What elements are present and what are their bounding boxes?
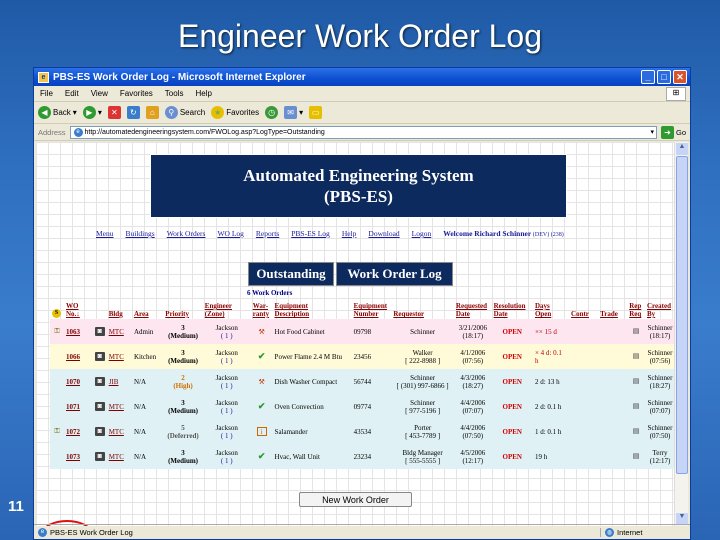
requested-date-cell: 4/3/2006 (18:27) [454, 369, 492, 394]
wo-number-link[interactable]: 1072 [66, 427, 80, 436]
forward-button[interactable]: ▶ ▾ [83, 106, 102, 119]
resolution-status: OPEN [492, 344, 533, 369]
col-rep-req[interactable]: Rep Req [629, 302, 642, 318]
address-dropdown-icon[interactable]: ▾ [650, 129, 654, 136]
created-by-cell: Terry (12:17) [645, 444, 675, 469]
days-open-cell: × 4 d: 0.1 h [533, 344, 569, 369]
contr-cell [569, 394, 598, 419]
engineer-cell: Jackson ( 1 ) [203, 319, 251, 344]
building-link[interactable]: MTC [108, 352, 124, 361]
mail-button[interactable]: ✉ ▾ [284, 106, 303, 119]
scroll-down-icon[interactable]: ▼ [676, 513, 688, 525]
building-link[interactable]: MTC [108, 452, 124, 461]
engineer-cell: Jackson ( 1 ) [203, 419, 251, 444]
requested-date-cell: 4/1/2006 (07:56) [454, 344, 492, 369]
warranty-cell [251, 444, 273, 469]
nav-menu[interactable]: Menu [96, 229, 114, 238]
address-bar [34, 124, 690, 141]
priority-cell: 3 (Medium) [163, 394, 202, 419]
col-requestor[interactable]: Requestor [393, 310, 425, 318]
contr-cell [569, 444, 598, 469]
menu-view[interactable]: View [90, 89, 108, 98]
col-resolution-date[interactable]: Resolution Date [493, 302, 526, 318]
scroll-up-icon[interactable]: ▲ [676, 143, 688, 155]
banner: Automated Engineering System (PBS-ES) [150, 154, 567, 218]
wo-number-link[interactable]: 1070 [66, 377, 80, 386]
wo-number-link[interactable]: 1073 [66, 452, 80, 461]
equipment-description-cell: Hvac, Wall Unit [273, 444, 352, 469]
area-cell: N/A [132, 394, 163, 419]
report-icon[interactable]: ▤ [632, 402, 640, 410]
toolbar [34, 102, 690, 124]
home-icon: ⌂ [146, 106, 159, 119]
resolution-status: OPEN [492, 319, 533, 344]
equipment-number-cell: 09798 [352, 319, 392, 344]
camera-icon[interactable]: ◙ [95, 402, 105, 411]
priority-cell: 5 (Deferred) [163, 419, 202, 444]
col-engineer[interactable]: Engineer (Zone) [204, 302, 233, 318]
trade-cell [598, 344, 627, 369]
requestor-cell: Schinner [ 977-5196 ] [391, 394, 454, 419]
camera-icon[interactable]: ◙ [95, 427, 105, 436]
wo-number-link[interactable]: 1071 [66, 402, 80, 411]
menu-bar [34, 86, 690, 102]
history-icon: ◷ [265, 106, 278, 119]
table-row [50, 394, 675, 419]
equipment-description-cell: Hot Food Cabinet [273, 319, 352, 344]
warranty-cell [251, 419, 273, 444]
star-icon: ★ [211, 106, 224, 119]
wo-number-link[interactable]: 1066 [66, 352, 80, 361]
trade-cell [598, 319, 627, 344]
menu-help[interactable]: Help [195, 89, 212, 98]
equipment-number-cell: 23456 [352, 344, 392, 369]
menu-edit[interactable]: Edit [64, 89, 79, 98]
menu-file[interactable]: File [40, 89, 53, 98]
warranty-tool-icon: ⚒ [258, 377, 265, 386]
nav-buildings[interactable]: Buildings [125, 229, 155, 238]
col-days-open[interactable]: Days Open [534, 302, 552, 318]
warranty-cell [251, 319, 273, 344]
header-outstanding: Outstanding [248, 262, 334, 286]
nav-wo-log[interactable]: WO Log [217, 229, 244, 238]
created-by-cell: Schinner (18:17) [645, 319, 675, 344]
days-open-cell: 19 h [533, 444, 569, 469]
work-order-table [50, 301, 675, 469]
table-header-row [50, 301, 675, 319]
area-cell: N/A [132, 369, 163, 394]
priority-cell: 2 (High) [163, 369, 202, 394]
created-by-cell: Schinner (18:27) [645, 369, 675, 394]
folder-icon: ▭ [309, 106, 322, 119]
page-icon: e [74, 128, 83, 137]
resolution-status: OPEN [492, 369, 533, 394]
maximize-button[interactable]: □ [657, 70, 671, 84]
key-icon: ⚿ [54, 327, 60, 335]
camera-icon[interactable]: ◙ [95, 452, 105, 461]
created-by-cell: Schinner (07:50) [645, 419, 675, 444]
table-row [50, 444, 675, 469]
warranty-check-icon: ✔ [257, 351, 266, 361]
globe-icon: ◍ [606, 529, 613, 536]
window-titlebar [34, 68, 690, 86]
menu-favorites[interactable]: Favorites [119, 89, 153, 98]
address-input[interactable]: e http://automatedengineeringsystem.com/FWOLog.asp?LogType=Outstanding ▾ [70, 126, 657, 139]
nav-logon[interactable]: Logon [411, 229, 432, 238]
legend-icon: S [52, 309, 61, 318]
search-icon: ⚲ [165, 106, 178, 119]
requestor-cell: Schinner [391, 319, 454, 344]
col-contr[interactable]: Contr [571, 310, 589, 318]
report-icon[interactable]: ▤ [632, 452, 640, 460]
history-button[interactable] [265, 106, 278, 119]
camera-icon[interactable]: ◙ [95, 352, 105, 361]
created-by-cell: Schinner (07:56) [645, 344, 675, 369]
work-order-count: 6 Work Orders [247, 289, 293, 297]
back-arrow-icon: ◀ [38, 106, 51, 119]
engineer-cell: Jackson ( 1 ) [203, 444, 251, 469]
refresh-icon: ↻ [127, 106, 140, 119]
folder-button[interactable] [309, 106, 322, 119]
warranty-check-icon: ✔ [257, 451, 266, 461]
report-icon[interactable]: ▤ [632, 352, 640, 360]
warranty-tool-icon: ⚒ [258, 327, 265, 336]
nav-links [96, 229, 564, 238]
table-row [50, 369, 675, 394]
forward-arrow-icon: ▶ [83, 106, 96, 119]
requested-date-cell: 4/4/2006 (07:07) [454, 394, 492, 419]
refresh-button[interactable] [127, 106, 140, 119]
col-trade[interactable]: Trade [600, 310, 618, 318]
report-icon[interactable]: ▤ [632, 427, 640, 435]
requested-date-cell: 4/5/2006 (12:17) [454, 444, 492, 469]
nav-reports[interactable]: Reports [255, 229, 280, 238]
col-requested-date[interactable]: Requested Date [455, 302, 488, 318]
stop-icon: ✕ [108, 106, 121, 119]
close-button[interactable]: ✕ [673, 70, 687, 84]
building-link[interactable]: MTC [108, 327, 124, 336]
page-status-icon: e [38, 528, 47, 537]
status-bar: e PBS-ES Work Order Log ◍ Internet [34, 524, 690, 539]
vertical-scrollbar[interactable] [674, 142, 688, 526]
requested-date-cell: 4/4/2006 (07:50) [454, 419, 492, 444]
engineer-cell: Jackson ( 1 ) [203, 369, 251, 394]
priority-cell: 3 (Medium) [163, 344, 202, 369]
window-title: PBS-ES Work Order Log - Microsoft Internet Explorer [53, 71, 306, 83]
requestor-cell: Schinner [ (301) 997-6866 ] [391, 369, 454, 394]
equipment-description-cell: Oven Convection [273, 394, 352, 419]
days-open-cell: 2 d: 13 h [533, 369, 569, 394]
nav-work-orders[interactable]: Work Orders [166, 229, 206, 238]
contr-cell [569, 344, 598, 369]
browser-window [33, 67, 691, 540]
col-bldg[interactable]: Bldg [108, 310, 123, 318]
resolution-status: OPEN [492, 444, 533, 469]
header-work-order-log: Work Order Log [336, 262, 453, 286]
trade-cell [598, 444, 627, 469]
days-open-cell: 2 d: 0.1 h [533, 394, 569, 419]
area-cell: Kitchen [132, 344, 163, 369]
col-equipment-description[interactable]: Equipment Description [274, 302, 310, 318]
created-by-cell: Schinner (07:07) [645, 394, 675, 419]
equipment-number-cell: 56744 [352, 369, 392, 394]
warranty-cell [251, 369, 273, 394]
report-icon[interactable]: ▤ [632, 377, 640, 385]
security-zone: ◍ Internet [600, 528, 690, 537]
key-icon: ⚿ [54, 427, 60, 435]
priority-cell: 3 (Medium) [163, 319, 202, 344]
favorites-button[interactable]: ★ Favorites [211, 106, 259, 119]
address-label: Address [38, 127, 66, 137]
equipment-number-cell: 23234 [352, 444, 392, 469]
col-area[interactable]: Area [133, 310, 149, 318]
new-work-order-button[interactable]: New Work Order [299, 492, 412, 507]
camera-icon[interactable]: ◙ [95, 377, 105, 386]
go-button[interactable]: ➜ Go [661, 126, 690, 139]
wo-number-link[interactable]: 1063 [66, 327, 80, 336]
welcome-text: Welcome Richard Schinner (DEV) (238) [443, 229, 564, 238]
page-content [36, 142, 676, 526]
table-row [50, 419, 675, 444]
equipment-description-cell: Power Flame 2.4 M Btu [273, 344, 352, 369]
menu-tools[interactable]: Tools [164, 89, 184, 98]
minimize-button[interactable]: _ [641, 70, 655, 84]
table-row [50, 319, 675, 344]
table-row [50, 344, 675, 369]
requestor-cell: Porter [ 453-7789 ] [391, 419, 454, 444]
slide-title: Engineer Work Order Log [177, 18, 543, 54]
resolution-status: OPEN [492, 394, 533, 419]
building-link[interactable]: JIB [108, 377, 119, 386]
equipment-number-cell: 09774 [352, 394, 392, 419]
warranty-cell [251, 394, 273, 419]
equipment-description-cell: Salamander [273, 419, 352, 444]
trade-cell [598, 394, 627, 419]
nav-pbs-es-log[interactable]: PBS-ES Log [291, 229, 330, 238]
requestor-cell: Bldg Manager [ 555-5555 ] [391, 444, 454, 469]
days-open-cell: ×× 15 d [533, 319, 569, 344]
area-cell: N/A [132, 419, 163, 444]
back-button[interactable]: ◀ Back ▾ [38, 106, 77, 119]
building-link[interactable]: MTC [108, 427, 124, 436]
col-wo-no[interactable]: WO No.↓ [66, 302, 80, 318]
priority-cell: 3 (Medium) [163, 444, 202, 469]
nav-download[interactable]: Download [368, 229, 400, 238]
equipment-number-cell: 43534 [352, 419, 392, 444]
slide-number: 11 [8, 498, 24, 515]
windows-logo-icon: ⊞ [666, 87, 686, 101]
requested-date-cell: 3/21/2006 (18:17) [454, 319, 492, 344]
scroll-thumb[interactable] [676, 156, 688, 474]
search-button[interactable]: ⚲ Search [165, 106, 205, 119]
trade-cell [598, 369, 627, 394]
col-equipment-number[interactable]: Equipment Number [353, 302, 388, 318]
engineer-cell: Jackson ( 1 ) [203, 344, 251, 369]
ie-app-icon: e [38, 72, 49, 83]
contr-cell [569, 319, 598, 344]
col-warranty[interactable]: War- ranty [252, 302, 270, 318]
camera-icon[interactable]: ◙ [95, 327, 105, 336]
report-icon[interactable]: ▤ [632, 327, 640, 335]
home-button[interactable] [146, 106, 159, 119]
requestor-cell: Walker [ 222-8988 ] [391, 344, 454, 369]
col-created-by[interactable]: Created By [647, 302, 671, 318]
contr-cell [569, 369, 598, 394]
warranty-info-icon: i [257, 427, 267, 436]
go-arrow-icon: ➜ [661, 126, 674, 139]
building-link[interactable]: MTC [108, 402, 124, 411]
area-cell: N/A [132, 444, 163, 469]
area-cell: Admin [132, 319, 163, 344]
equipment-description-cell: Dish Washer Compact [273, 369, 352, 394]
trade-cell [598, 419, 627, 444]
warranty-check-icon: ✔ [257, 401, 266, 411]
contr-cell [569, 419, 598, 444]
warranty-cell [251, 344, 273, 369]
nav-help[interactable]: Help [341, 229, 357, 238]
engineer-cell: Jackson ( 1 ) [203, 394, 251, 419]
mail-icon: ✉ [284, 106, 297, 119]
col-priority[interactable]: Priority [165, 310, 190, 318]
days-open-cell: 1 d: 0.1 h [533, 419, 569, 444]
stop-button[interactable] [108, 106, 121, 119]
resolution-status: OPEN [492, 419, 533, 444]
